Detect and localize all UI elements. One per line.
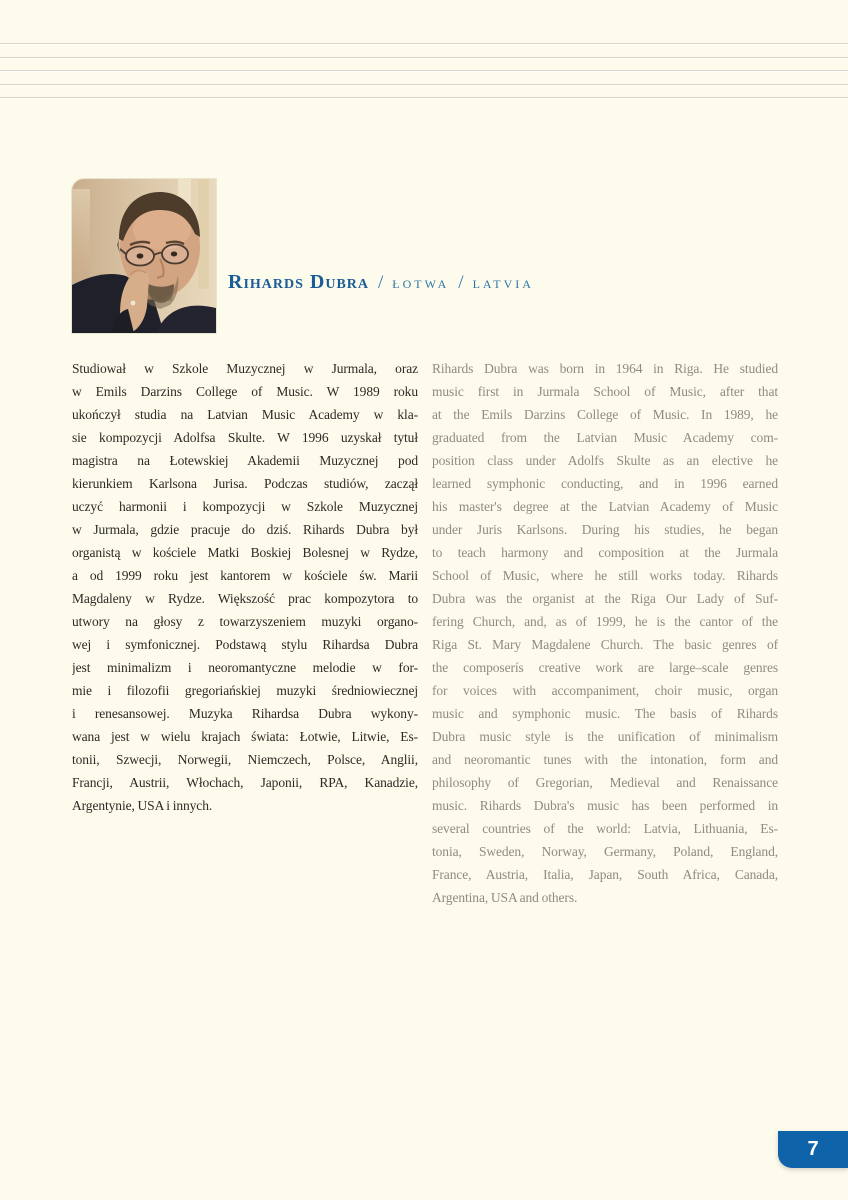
page-number-tab [778,1131,848,1168]
bio-line: Argentina, USA and others. [432,890,578,905]
country-polish: łotwa [392,273,450,292]
bio-line: Magdaleny w Rydze. Większość prac kompozytora to [72,591,418,606]
bio-line: tonia, Sweden, Norway, Germany, Poland, England, [432,844,778,859]
bio-line: learned symphonic conducting, and in 1996 earned [432,476,778,491]
composer-photo-illustration [72,179,216,333]
bio-line: for voices with accompaniment, choir music, organ [432,683,778,698]
bio-line: at the Emils Darzins College of Music. In 1989, he [432,407,778,422]
bio-line: Rihards Dubra was born in 1964 in Riga. He studied [432,361,778,376]
bio-line: magistra na Łotewskiej Akademii Muzycznej pod [72,453,418,468]
bio-line: philosophy of Gregorian, Medieval and Renaissance [432,775,778,790]
bio-line: music. Rihards Dubra's music has been performed in [432,798,778,813]
bio-line: music and symphonic music. The basis of Rihards [432,706,778,721]
bio-line: kierunkiem Karlsona Jurisa. Podczas studiów, zaczął [72,476,418,491]
page-number: 7 [807,1138,819,1160]
bio-line: under Juris Karlsons. During his studies, he began [432,522,778,537]
bio-line: utwory na głosy z towarzyszeniem muzyki organo- [72,614,418,629]
bio-line: Francji, Austrii, Włochach, Japonii, RPA, Kanadzie, [72,775,418,790]
staff-line [0,97,848,98]
bio-line: his master's degree at the Latvian Academy of Music [432,499,778,514]
bio-line: Riga St. Mary Magdalene Church. The basic genres of [432,637,778,652]
bio-line: wana jest w wielu krajach świata: Łotwie, Litwie, Es- [72,729,418,744]
bio-column-english [432,357,778,909]
composer-photo [72,179,216,333]
bio-line: jest minimalizm i neoromantyczne melodie w for- [72,660,418,675]
bio-line: and neoromantic tunes with the intonation, form and [432,752,778,767]
country-english: latvia [472,273,534,292]
bio-line: to teach harmony and composition at the Jurmala [432,545,778,560]
bio-line: fering Church, and, as of 1999, he is the cantor of the [432,614,778,629]
bio-line: organistą w kościele Matki Boskiej Bolesnej w Rydze, [72,545,418,560]
bio-line: the composerís creative work are large–scale genres [432,660,778,675]
bio-line: graduated from the Latvian Music Academy com- [432,430,778,445]
composer-heading [228,271,534,294]
staff-line [0,43,848,44]
bio-line: tonii, Szwecji, Norwegii, Niemczech, Polsce, Anglii, [72,752,418,767]
staff-line [0,70,848,71]
bio-line: w Emils Darzins College of Music. W 1989 roku [72,384,418,399]
bio-line: mie i filozofii gregoriańskiej muzyki średniowiecznej [72,683,418,698]
bio-line: School of Music, where he still works today. Rihards [432,568,778,583]
bio-line: Argentynie, USA i innych. [72,798,213,813]
bio-line: a od 1999 roku jest kantorem w kościele św. Marii [72,568,418,583]
bio-line: France, Austria, Italia, Japan, South Africa, Canada, [432,867,778,882]
separator-slash-icon: / [378,272,384,293]
bio-line: position class under Adolfs Skulte as an elective he [432,453,778,468]
staff-line [0,57,848,58]
bio-line: Studiował w Szkole Muzycznej w Jurmala, oraz [72,361,418,376]
bio-line: ukończył studia na Latvian Music Academy w kla- [72,407,418,422]
bio-line: Dubra music style is the unification of minimalism [432,729,778,744]
bio-column-polish [72,357,418,817]
bio-line: w Jurmala, gdzie pracuje do dziś. Rihards Dubra był [72,522,418,537]
composer-name: Rihards Dubra [228,271,370,293]
bio-line: Dubra was the organist at the Riga Our Lady of Suf- [432,591,778,606]
bio-line: several countries of the world: Latvia, Lithuania, Es- [432,821,778,836]
bio-line: uczyć harmonii i kompozycji w Szkole Muzycznej [72,499,418,514]
staff-line [0,84,848,85]
bio-line: music first in Jurmala School of Music, after that [432,384,778,399]
bio-line: i renesansowej. Muzyka Rihardsa Dubra wykony- [72,706,418,721]
separator-slash-icon: / [458,272,464,293]
bio-line: sie kompozycji Adolfsa Skulte. W 1996 uzyskał tytuł [72,430,418,445]
bio-line: wej i symfonicznej. Podstawą stylu Rihardsa Dubra [72,637,418,652]
